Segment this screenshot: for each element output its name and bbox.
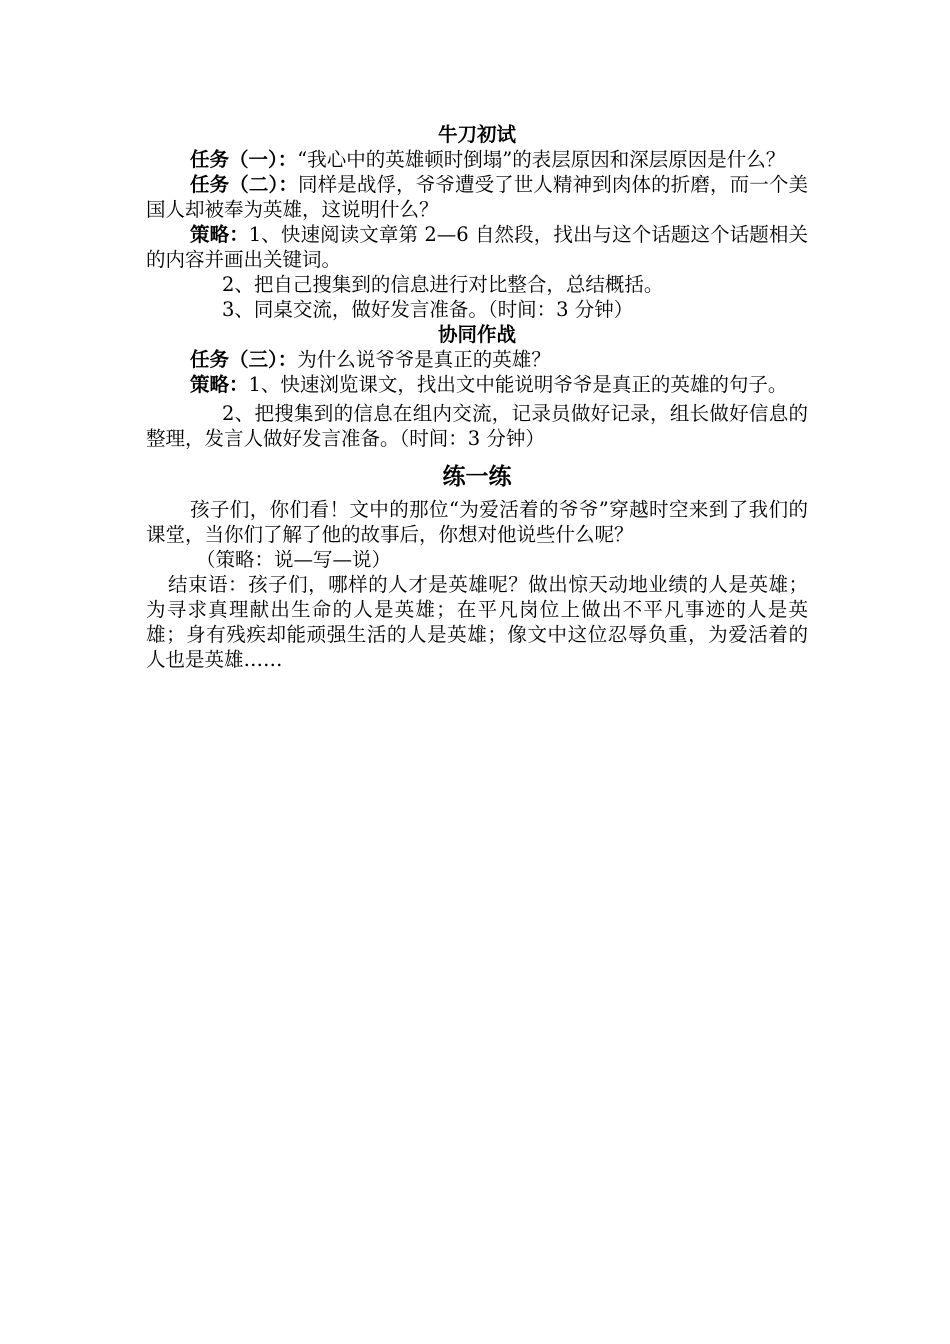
strategy-1-label: 策略： xyxy=(190,223,249,246)
task-1-text: “我心中的英雄顿时倒塌”的表层原因和深层原因是什么？ xyxy=(297,148,786,171)
strategy-2-step-2: 2、把搜集到的信息在组内交流，记录员做好记录，组长做好信息的整理，发言人做好发言准备。（时间：3 分钟） xyxy=(146,402,808,450)
strategy-2-label: 策略： xyxy=(190,373,249,396)
section-heading-lianyilian: 练一练 xyxy=(442,463,512,490)
strategy-2-step-1: 1、快速浏览课文，找出文中能说明爷爷是真正的英雄的句子。 xyxy=(248,373,788,396)
task-1 xyxy=(146,147,808,172)
practice-paragraph: 孩子们，你们看！文中的那位“为爱活着的爷爷”穿越时空来到了我们的课堂，当你们了解了他的故事后，你想对他说些什么呢？ xyxy=(146,498,808,546)
strategy-1-step-2: 2、把自己搜集到的信息进行对比整合，总结概括。 xyxy=(222,273,664,296)
closing-remarks: 结束语：孩子们，哪样的人才是英雄呢？做出惊天动地业绩的人是英雄；为寻求真理献出生命的人是英雄；在平凡岗位上做出不平凡事迹的人是英雄；身有残疾却能顽强生活的人是英雄；像文中这位忍辱负重，为爱活着的人也是英雄…… xyxy=(146,573,808,671)
document-page xyxy=(146,122,808,672)
task-2 xyxy=(146,172,808,222)
strategy-2 xyxy=(146,372,808,397)
task-3-label: 任务（三）： xyxy=(190,348,298,371)
task-2-label: 任务（二）： xyxy=(190,173,298,196)
practice-strategy-note: （策略：说—写—说） xyxy=(196,548,392,571)
task-1-label: 任务（一）： xyxy=(190,148,298,171)
section-heading-xietong: 协同作战 xyxy=(437,323,516,346)
section-heading-niudao: 牛刀初试 xyxy=(437,123,516,146)
strategy-1-step-3: 3、同桌交流，做好发言准备。（时间：3 分钟） xyxy=(222,298,634,321)
task-2-text: 同样是战俘，爷爷遭受了世人精神到肉体的折磨，而一个美国人却被奉为英雄，这说明什么？ xyxy=(146,173,808,221)
strategy-1-step-1: 1、快速阅读文章第 2—6 自然段，找出与这个话题这个话题相关的内容并画出关键词。 xyxy=(146,223,808,271)
strategy-1 xyxy=(146,222,808,272)
task-3-text: 为什么说爷爷是真正的英雄？ xyxy=(297,348,551,371)
task-3 xyxy=(146,347,808,372)
